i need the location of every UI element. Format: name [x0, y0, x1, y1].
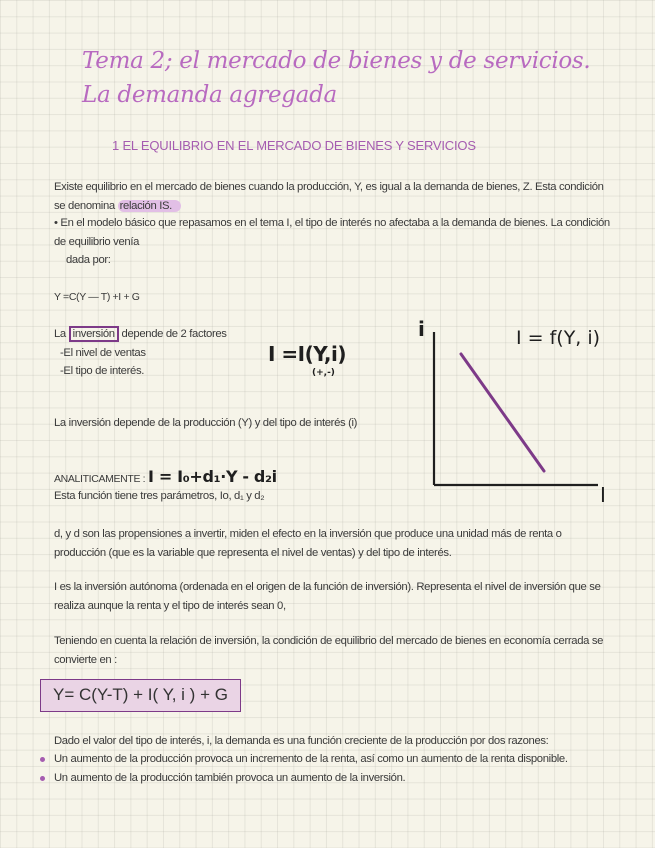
is-equation-box: Y= C(Y-T) + I( Y, i ) + G — [40, 679, 241, 712]
analitic-label: ANALITICAMENTE : — [54, 473, 146, 485]
section-heading: 1 EL EQUILIBRIO EN EL MERCADO DE BIENES Y SERVICIOS — [112, 138, 476, 153]
title-line-1: Tema 2; el mercado de bienes y de servicios. — [82, 48, 591, 74]
paragraph-continuation: dada por: — [66, 254, 111, 266]
list-item: Un aumento de la producción provoca un incremento de la renta, así como un aumento de la renta disponible. — [54, 750, 614, 769]
analitic-line — [54, 468, 277, 489]
formula-signs: (+,-) — [312, 368, 335, 378]
paragraph-inversion-depends: La inversión depende de la producción (Y) y del tipo de interés (i) — [54, 417, 358, 429]
function-label: I = f(Y, i) — [516, 327, 601, 349]
title-line-2: La demanda agregada — [82, 82, 337, 108]
inversion-suffix: depende de 2 factores — [121, 328, 227, 340]
list-item: Un aumento de la producción también provoca un aumento de la inversión. — [54, 769, 614, 788]
inversion-prefix: La — [54, 328, 66, 340]
inversion-factors — [54, 325, 227, 381]
investment-line — [461, 354, 544, 471]
factor-interest: -El tipo de interés. — [60, 365, 145, 377]
paragraph-new-equilibrium: Teniendo en cuenta la relación de inversión, la condición de equilibrio del mercado de bienes en economía cerrada se convierte en : — [54, 635, 604, 666]
paragraph-text: Existe equilibrio en el mercado de bienes cuando la producción, Y, es igual a la demanda de bienes, Z. Esta condición se denomina — [54, 181, 604, 212]
investment-function-formula: I =I(Y,i) — [268, 342, 347, 366]
axis-label-i: i — [418, 317, 425, 341]
inversion-line — [54, 325, 227, 344]
paragraph-basic-model — [54, 214, 614, 270]
paragraph-autonomous-investment: I es la inversión autónoma (ordenada en el origen de la función de inversión). Representa el nivel de inversión que se realiza aunque la renta y el tipo de interés sean 0, — [54, 581, 601, 612]
axis-label-investment: I — [600, 483, 606, 507]
paragraph-propensities: d, y d son las propensiones a invertir, miden el efecto en la inversión que produce una unidad más de renta o producción (que es la variable que representa el nivel de ventas) y del tipo de interés. — [54, 528, 562, 559]
highlight-relacion-is: relación IS. — [118, 200, 181, 212]
inversion-boxed-word: inversión — [69, 326, 119, 342]
paragraph-equilibrium — [54, 178, 616, 215]
reasons-list — [54, 750, 614, 787]
paragraph-text: • En el modelo básico que repasamos en el tema I, el tipo de interés no afectaba a la demanda de bienes. La condición de equilibrio venía — [54, 217, 610, 248]
page-title — [82, 44, 590, 112]
equilibrium-equation: Y =C(Y — T) +I + G — [54, 291, 140, 303]
factor-sales: -El nivel de ventas — [60, 346, 146, 359]
investment-graph — [410, 312, 620, 512]
analitic-formula: I = I₀+d₁·Y - d₂i — [148, 467, 277, 486]
analitic-description: Esta función tiene tres parámetros, Io, d₁ y d₂ — [54, 490, 265, 502]
paragraph-demand-increasing: Dado el valor del tipo de interés, i, la demanda es una función creciente de la producción por dos razones: — [54, 735, 549, 747]
